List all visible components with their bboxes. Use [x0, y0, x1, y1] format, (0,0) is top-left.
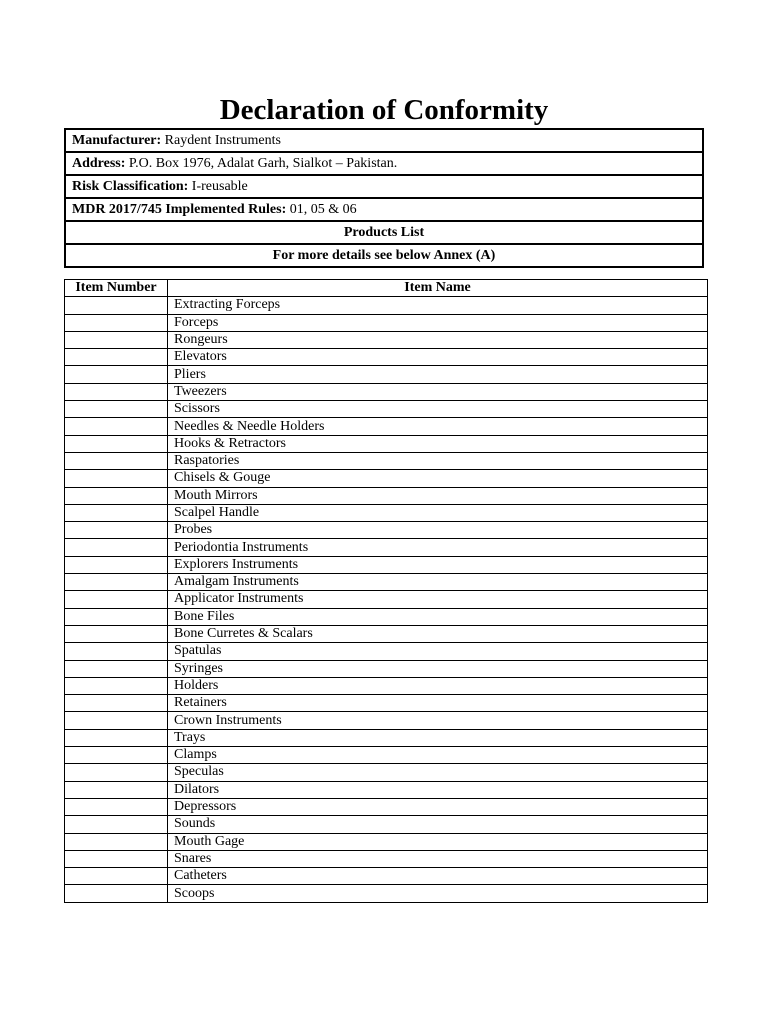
item-name-cell: Forceps — [168, 314, 708, 331]
table-row — [65, 643, 708, 660]
item-name-cell: Snares — [168, 850, 708, 867]
item-name-cell: Tweezers — [168, 383, 708, 400]
item-name-cell: Holders — [168, 677, 708, 694]
table-row — [65, 816, 708, 833]
item-name-cell: Bone Curretes & Scalars — [168, 625, 708, 642]
item-number-cell — [65, 539, 168, 556]
table-row — [65, 470, 708, 487]
mdr-rules-row — [65, 198, 703, 221]
item-number-cell — [65, 764, 168, 781]
table-row — [65, 383, 708, 400]
table-row — [65, 331, 708, 348]
item-name-cell: Extracting Forceps — [168, 297, 708, 314]
item-name-cell: Hooks & Retractors — [168, 435, 708, 452]
manufacturer-row — [65, 129, 703, 152]
item-number-cell — [65, 470, 168, 487]
item-name-cell: Explorers Instruments — [168, 556, 708, 573]
table-row — [65, 729, 708, 746]
annex-note-row — [65, 244, 703, 267]
item-number-cell — [65, 383, 168, 400]
item-number-cell — [65, 695, 168, 712]
item-number-cell — [65, 781, 168, 798]
item-name-cell: Scalpel Handle — [168, 504, 708, 521]
manufacturer-cell — [65, 129, 703, 152]
item-number-cell — [65, 625, 168, 642]
table-row — [65, 677, 708, 694]
item-number-cell — [65, 591, 168, 608]
item-name-cell: Needles & Needle Holders — [168, 418, 708, 435]
manufacturer-value: Raydent Instruments — [164, 133, 281, 148]
table-row — [65, 435, 708, 452]
item-name-cell: Speculas — [168, 764, 708, 781]
item-number-cell — [65, 522, 168, 539]
item-number-cell — [65, 331, 168, 348]
item-name-cell: Scoops — [168, 885, 708, 902]
table-row — [65, 297, 708, 314]
item-name-cell: Raspatories — [168, 452, 708, 469]
table-row — [65, 660, 708, 677]
products-table-header — [65, 280, 708, 297]
table-row — [65, 574, 708, 591]
item-name-cell: Probes — [168, 522, 708, 539]
table-row — [65, 349, 708, 366]
address-label: Address: — [72, 156, 126, 171]
item-number-cell — [65, 556, 168, 573]
item-number-cell — [65, 435, 168, 452]
table-row — [65, 314, 708, 331]
table-row — [65, 452, 708, 469]
item-name-cell: Periodontia Instruments — [168, 539, 708, 556]
item-number-cell — [65, 366, 168, 383]
item-name-cell: Elevators — [168, 349, 708, 366]
item-name-cell: Mouth Gage — [168, 833, 708, 850]
table-row — [65, 504, 708, 521]
item-number-cell — [65, 574, 168, 591]
item-number-cell — [65, 712, 168, 729]
table-row — [65, 522, 708, 539]
item-name-cell: Applicator Instruments — [168, 591, 708, 608]
item-name-cell: Catheters — [168, 868, 708, 885]
table-row — [65, 764, 708, 781]
item-number-cell — [65, 349, 168, 366]
table-row — [65, 850, 708, 867]
item-name-cell: Spatulas — [168, 643, 708, 660]
table-row — [65, 366, 708, 383]
item-name-cell: Amalgam Instruments — [168, 574, 708, 591]
table-row — [65, 885, 708, 902]
item-name-cell: Crown Instruments — [168, 712, 708, 729]
table-row — [65, 556, 708, 573]
item-number-cell — [65, 401, 168, 418]
table-row — [65, 401, 708, 418]
item-number-cell — [65, 885, 168, 902]
table-row — [65, 591, 708, 608]
item-number-cell — [65, 418, 168, 435]
products-list-row — [65, 221, 703, 244]
item-number-cell — [65, 297, 168, 314]
products-table-body — [65, 297, 708, 902]
products-list-heading: Products List — [65, 221, 703, 244]
table-row — [65, 833, 708, 850]
risk-classification-value: I-reusable — [191, 179, 248, 194]
table-row — [65, 539, 708, 556]
item-name-cell: Sounds — [168, 816, 708, 833]
item-number-cell — [65, 833, 168, 850]
item-name-cell: Retainers — [168, 695, 708, 712]
address-row — [65, 152, 703, 175]
item-name-cell: Pliers — [168, 366, 708, 383]
item-number-cell — [65, 452, 168, 469]
item-name-cell: Clamps — [168, 747, 708, 764]
item-number-cell — [65, 314, 168, 331]
item-name-cell: Dilators — [168, 781, 708, 798]
table-row — [65, 798, 708, 815]
item-number-cell — [65, 504, 168, 521]
annex-note: For more details see below Annex (A) — [65, 244, 703, 267]
table-row — [65, 625, 708, 642]
item-name-cell: Bone Files — [168, 608, 708, 625]
risk-classification-row — [65, 175, 703, 198]
column-header-item-name: Item Name — [168, 280, 708, 297]
item-name-cell: Rongeurs — [168, 331, 708, 348]
table-row — [65, 712, 708, 729]
item-number-cell — [65, 816, 168, 833]
address-cell — [65, 152, 703, 175]
item-name-cell: Mouth Mirrors — [168, 487, 708, 504]
table-row — [65, 608, 708, 625]
item-number-cell — [65, 868, 168, 885]
mdr-rules-label: MDR 2017/745 Implemented Rules: — [72, 202, 287, 217]
table-row — [65, 747, 708, 764]
item-number-cell — [65, 850, 168, 867]
item-number-cell — [65, 608, 168, 625]
table-row — [65, 418, 708, 435]
item-name-cell: Trays — [168, 729, 708, 746]
item-number-cell — [65, 660, 168, 677]
risk-classification-cell — [65, 175, 703, 198]
mdr-rules-cell — [65, 198, 703, 221]
products-table — [64, 279, 708, 903]
item-number-cell — [65, 729, 168, 746]
declaration-info-table — [64, 128, 704, 268]
table-row — [65, 868, 708, 885]
item-number-cell — [65, 643, 168, 660]
item-number-cell — [65, 747, 168, 764]
item-number-cell — [65, 677, 168, 694]
table-row — [65, 487, 708, 504]
page-title: Declaration of Conformity — [219, 94, 549, 126]
table-row — [65, 695, 708, 712]
column-header-item-number: Item Number — [65, 280, 168, 297]
item-name-cell: Chisels & Gouge — [168, 470, 708, 487]
risk-classification-label: Risk Classification: — [72, 179, 189, 194]
table-row — [65, 781, 708, 798]
item-name-cell: Depressors — [168, 798, 708, 815]
item-name-cell: Scissors — [168, 401, 708, 418]
item-number-cell — [65, 798, 168, 815]
item-name-cell: Syringes — [168, 660, 708, 677]
item-number-cell — [65, 487, 168, 504]
mdr-rules-value: 01, 05 & 06 — [289, 202, 357, 217]
address-value: P.O. Box 1976, Adalat Garh, Sialkot – Pakistan. — [128, 156, 398, 171]
manufacturer-label: Manufacturer: — [72, 133, 162, 148]
